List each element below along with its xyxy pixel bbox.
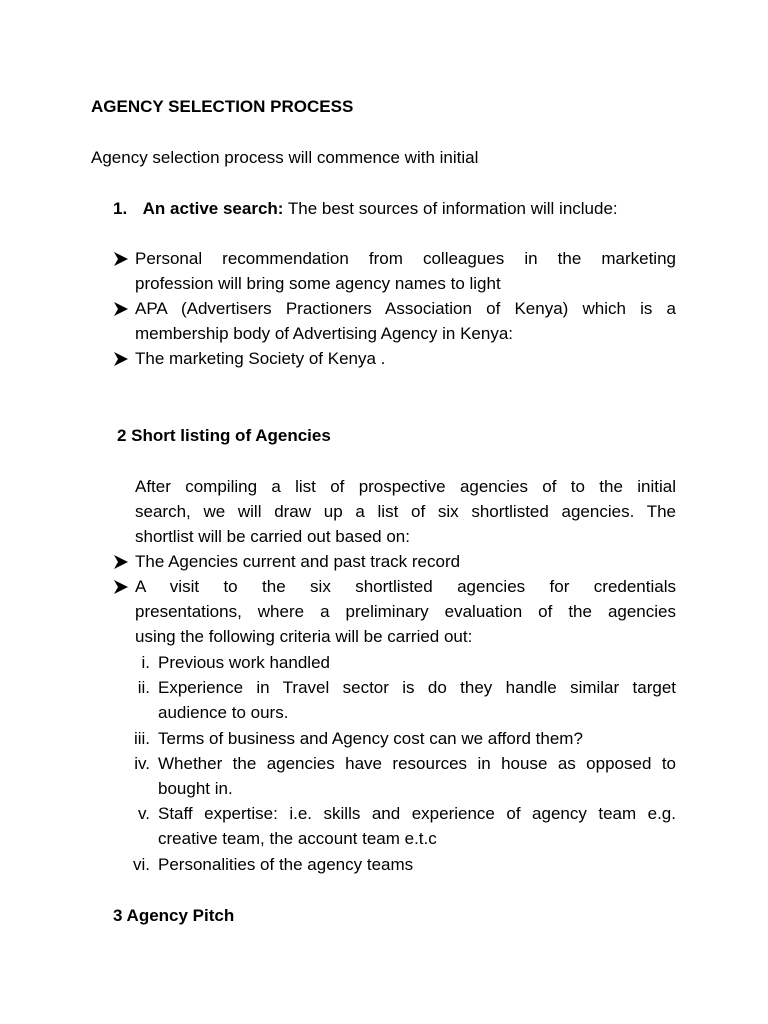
document-title: AGENCY SELECTION PROCESS (91, 97, 354, 116)
criteria-item-line-2: creative team, the account team e.t.c (158, 829, 437, 848)
criteria-numeral: iii. (133, 729, 150, 748)
criteria-numeral: vi. (133, 855, 150, 874)
arrow-bullet-icon (113, 301, 129, 317)
criteria-item-line-2: bought in. (158, 779, 233, 798)
criteria-item: Staff expertise: i.e. skills and experience of agency team e.g. (158, 804, 676, 823)
criteria-item: Whether the agencies have resources in house as opposed to (158, 754, 676, 773)
section-2-bullet-2-line-3: using the following criteria will be carried out: (135, 627, 473, 646)
criteria-item: Experience in Travel sector is do they handle similar target (158, 678, 676, 697)
criteria-item: Terms of business and Agency cost can we afford them? (158, 729, 583, 748)
arrow-bullet-icon (113, 251, 129, 267)
section-3-heading: 3 Agency Pitch (113, 906, 235, 925)
bullet-2-line-1: APA (Advertisers Practioners Association of Kenya) which is a (135, 299, 676, 318)
bullet-1-line-2: profession will bring some agency names to light (135, 274, 501, 293)
section-2-para-line-2: search, we will draw up a list of six shortlisted agencies. The (135, 502, 676, 521)
arrow-bullet-icon (113, 579, 129, 595)
section-2-bullet-1: The Agencies current and past track record (135, 552, 461, 571)
criteria-numeral: ii. (137, 678, 150, 697)
section-2-heading: 2 Short listing of Agencies (117, 426, 331, 445)
bullet-3-line-1: The marketing Society of Kenya . (135, 349, 386, 368)
criteria-numeral: iv. (134, 754, 150, 773)
criteria-item: Personalities of the agency teams (158, 855, 414, 874)
criteria-item-line-2: audience to ours. (158, 703, 289, 722)
criteria-numeral: i. (141, 653, 150, 672)
arrow-bullet-icon (113, 554, 129, 570)
section-2-bullet-2-line-2: presentations, where a preliminary evaluation of the agencies (135, 602, 676, 621)
section-1-number: 1. (113, 199, 128, 218)
section-1-text: The best sources of information will include: (283, 199, 618, 218)
bullet-1-line-1: Personal recommendation from colleagues in the marketing (135, 249, 676, 268)
bullet-2-line-2: membership body of Advertising Agency in Kenya: (135, 324, 513, 343)
section-2-para-line-1: After compiling a list of prospective agencies of to the initial (135, 477, 676, 496)
section-1-title: An active search: (142, 199, 284, 218)
section-2-bullet-2-line-1: A visit to the six shortlisted agencies for credentials (135, 577, 676, 596)
criteria-item: Previous work handled (158, 653, 330, 672)
criteria-numeral: v. (138, 804, 150, 823)
section-2-para-line-3: shortlist will be carried out based on: (135, 527, 410, 546)
arrow-bullet-icon (113, 351, 129, 367)
section-1-heading (113, 196, 618, 221)
intro-text: Agency selection process will commence with initial (91, 148, 479, 167)
